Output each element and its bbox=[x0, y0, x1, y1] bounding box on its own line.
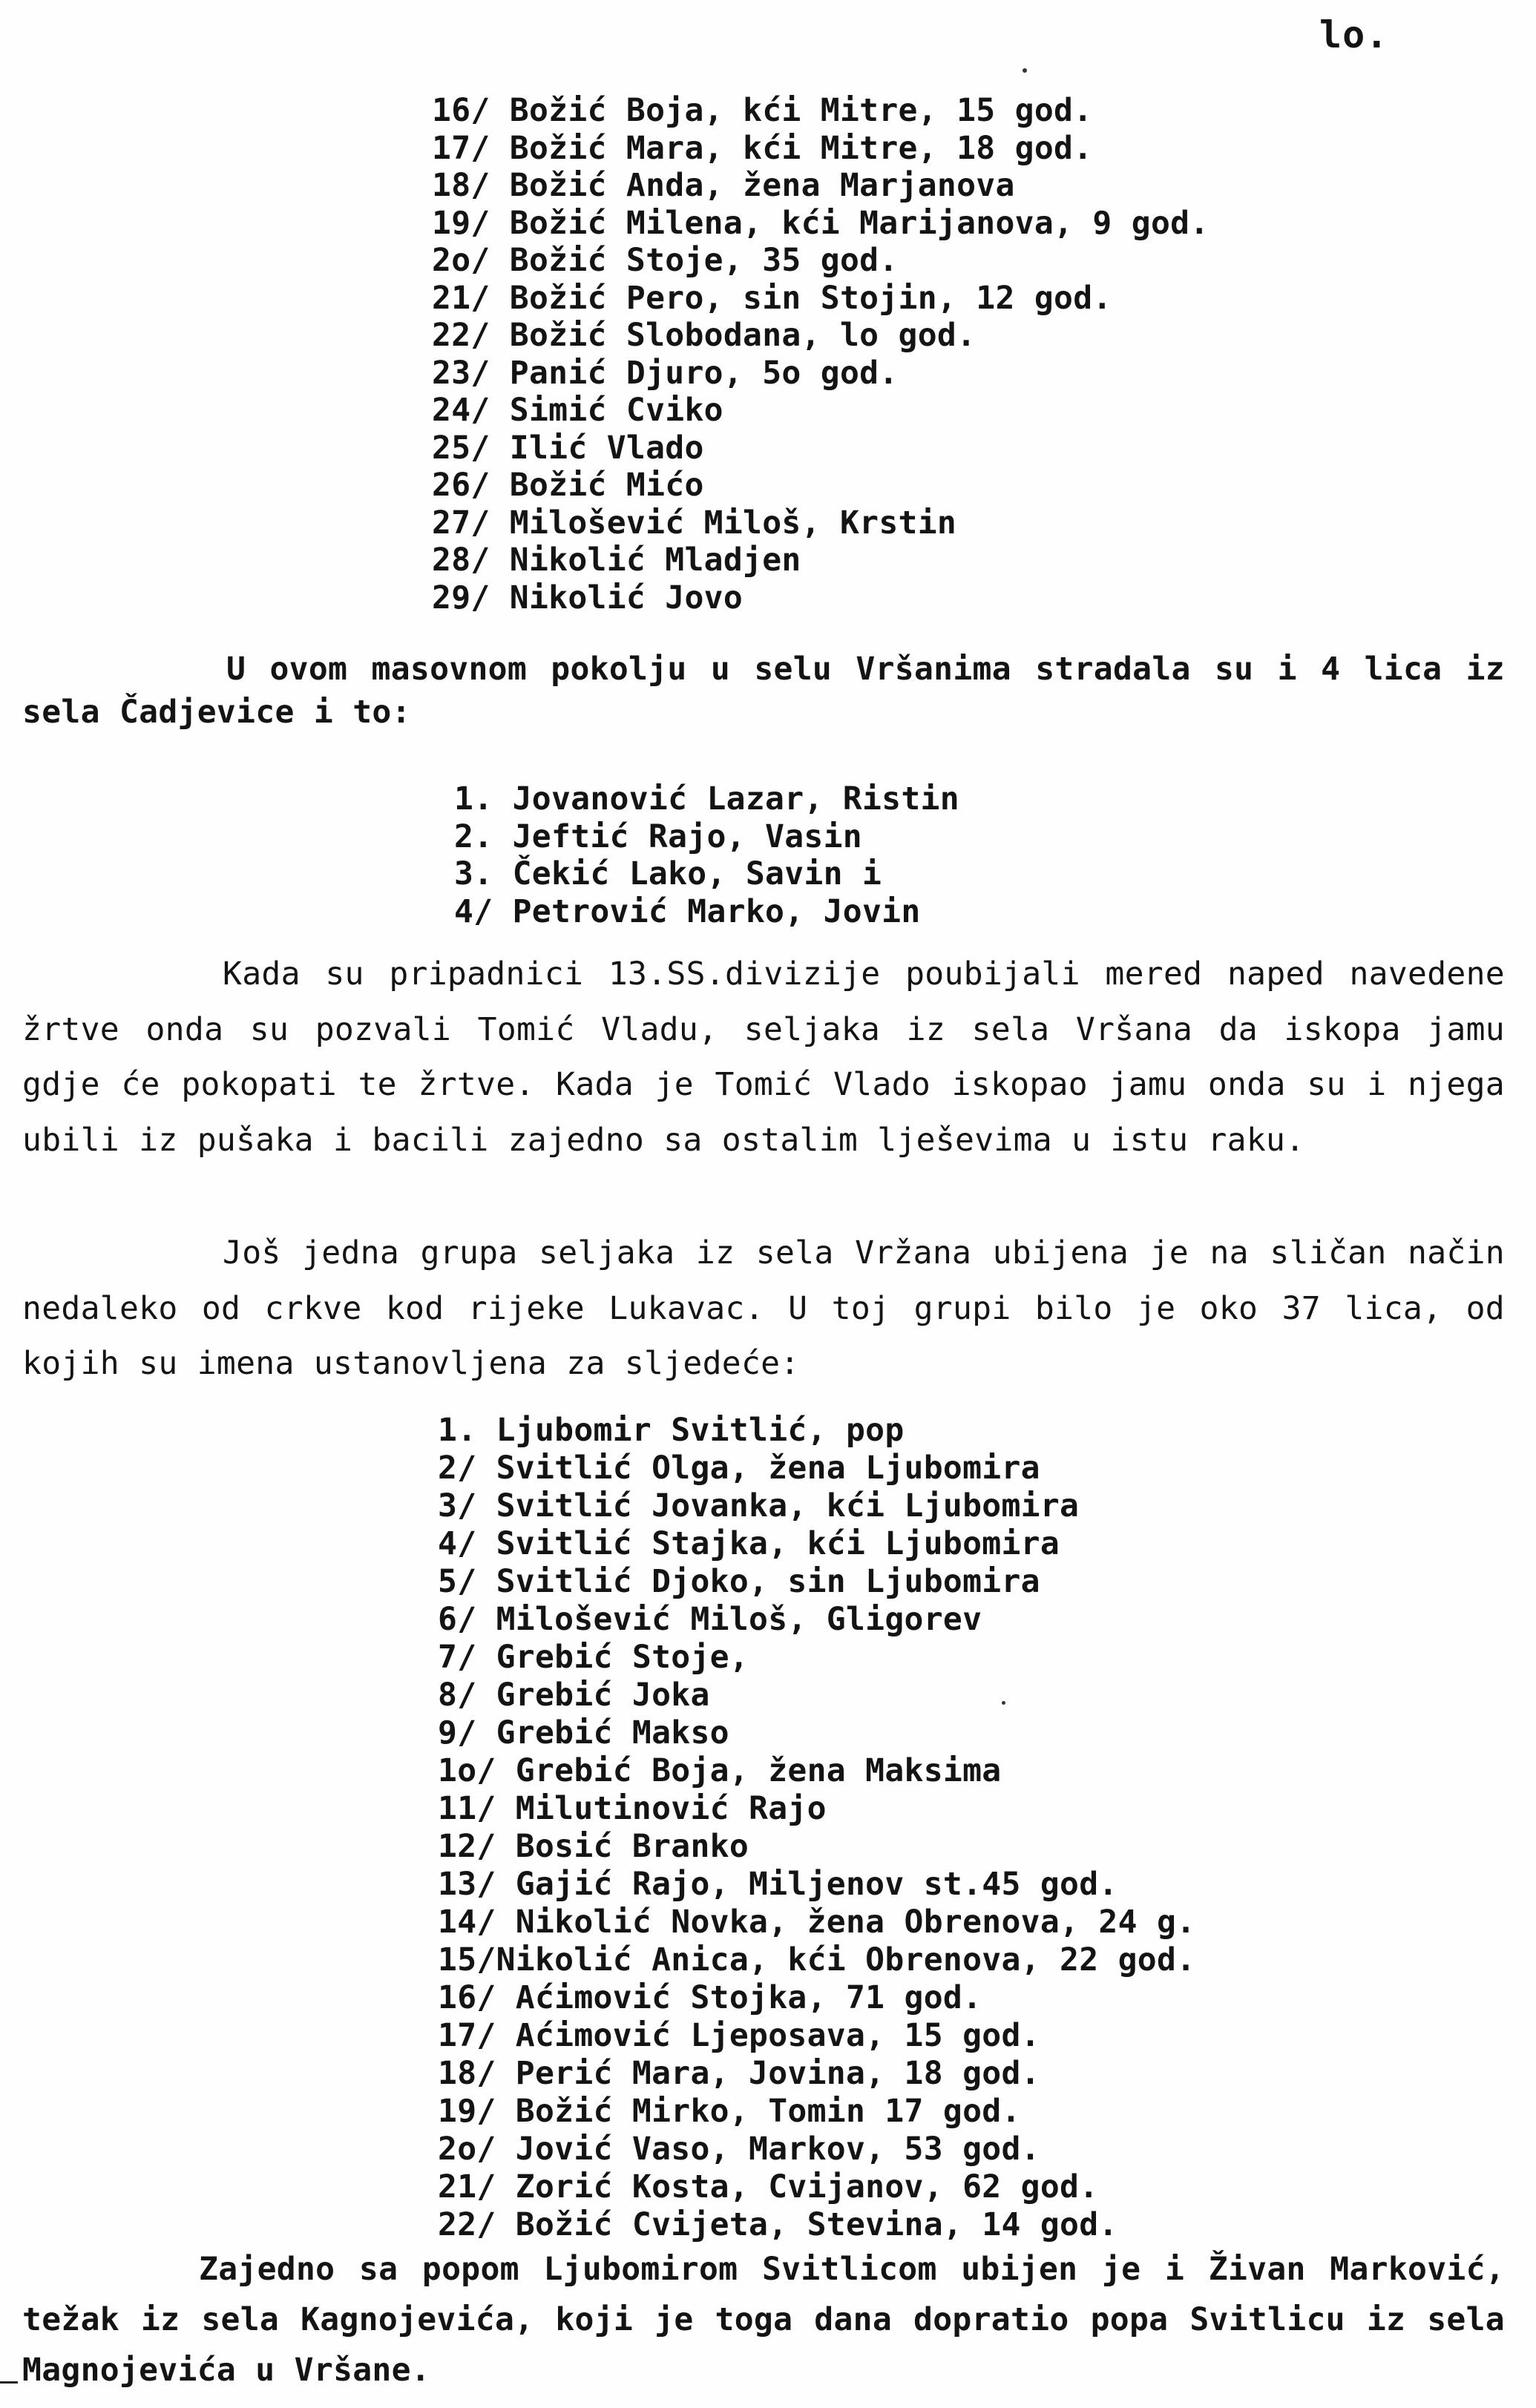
list-item: 2o/ Jović Vaso, Markov, 53 god. bbox=[438, 2131, 1040, 2168]
list-item: 19/ Božić Milena, kći Marijanova, 9 god. bbox=[432, 204, 1210, 242]
list-item: 2. Jeftić Rajo, Vasin bbox=[454, 818, 862, 855]
victims-list-lukavac bbox=[438, 1412, 1195, 2244]
list-item: 17/ Božić Mara, kći Mitre, 18 god. bbox=[432, 129, 1093, 167]
list-item: 2/ Svitlić Olga, žena Ljubomira bbox=[438, 1450, 1040, 1487]
list-item: 7/ Grebić Stoje, bbox=[438, 1639, 749, 1676]
list-item: 16/ Božić Boja, kći Mitre, 15 god. bbox=[432, 92, 1093, 129]
list-item: 27/ Milošević Miloš, Krstin bbox=[432, 504, 957, 542]
list-item: 1o/ Grebić Boja, žena Maksima bbox=[438, 1752, 1002, 1789]
list-item: 9/ Grebić Makso bbox=[438, 1714, 729, 1751]
list-item: 12/ Bosić Branko bbox=[438, 1828, 749, 1865]
list-item: 4/ Petrović Marko, Jovin bbox=[454, 892, 921, 930]
victims-list-vrsani bbox=[432, 92, 1210, 616]
list-item: 3. Čekić Lako, Savin i bbox=[454, 855, 882, 892]
list-item: 28/ Nikolić Mladjen bbox=[432, 542, 801, 579]
list-item: 13/ Gajić Rajo, Miljenov st.45 god. bbox=[438, 1866, 1118, 1903]
list-item: 29/ Nikolić Jovo bbox=[432, 579, 744, 616]
list-item: 5/ Svitlić Djoko, sin Ljubomira bbox=[438, 1563, 1040, 1600]
list-item: 26/ Božić Mićo bbox=[432, 467, 704, 504]
list-item: 24/ Simić Cviko bbox=[432, 392, 723, 429]
list-item: 21/ Zorić Kosta, Cvijanov, 62 god. bbox=[438, 2168, 1099, 2205]
list-item: 17/ Aćimović Ljeposava, 15 god. bbox=[438, 2017, 1040, 2054]
list-item: 8/ Grebić Joka bbox=[438, 1677, 710, 1714]
ink-speck bbox=[1002, 1701, 1005, 1705]
ink-speck bbox=[1023, 68, 1027, 73]
list-item: 18/ Božić Anda, žena Marjanova bbox=[432, 167, 1015, 204]
list-item: 14/ Nikolić Novka, žena Obrenova, 24 g. bbox=[438, 1904, 1196, 1941]
list-item: 23/ Panić Djuro, 5o god. bbox=[432, 354, 899, 392]
page-number: lo. bbox=[1319, 13, 1389, 56]
list-item: 19/ Božić Mirko, Tomin 17 god. bbox=[438, 2093, 1021, 2130]
list-item: 21/ Božić Pero, sin Stojin, 12 god. bbox=[432, 279, 1112, 317]
list-item: 18/ Perić Mara, Jovina, 18 god. bbox=[438, 2055, 1040, 2092]
list-item: 2o/ Božić Stoje, 35 god. bbox=[432, 242, 899, 279]
list-item: 25/ Ilić Vlado bbox=[432, 429, 704, 467]
list-item: 6/ Milošević Miloš, Gligorev bbox=[438, 1601, 982, 1638]
paragraph-tomic-vlado: Kada su pripadnici 13.SS.divizije poubijali mered naped navedene žrtve onda su pozvali Tomić Vladu, seljaka iz sela Vršana da iskopa jamu gdje će pokopati te žrtve. Kada je Tomić Vlado iskopao jamu onda su i njega ubili iz pušaka i bacili zajedno sa ostalim lješevima u istu raku. bbox=[22, 955, 1505, 1159]
victims-list-cadjevice bbox=[454, 780, 959, 930]
list-item: 3/ Svitlić Jovanka, kći Ljubomira bbox=[438, 1487, 1080, 1524]
list-item: 11/ Milutinović Rajo bbox=[438, 1790, 827, 1827]
paragraph-cadjevice-intro: U ovom masovnom pokolju u selu Vršanima stradala su i 4 lica iz sela Čadjevice i to: bbox=[22, 651, 1505, 731]
list-item: 4/ Svitlić Stajka, kći Ljubomira bbox=[438, 1525, 1060, 1562]
list-item: 15/Nikolić Anica, kći Obrenova, 22 god. bbox=[438, 1941, 1196, 1978]
paragraph-second-group: Još jedna grupa seljaka iz sela Vržana ubijena je na sličan način nedaleko od crkve kod rijeke Lukavac. U toj grupi bilo je oko 37 lica, od kojih su imena ustanovljena za sljedeće: bbox=[22, 1234, 1505, 1382]
list-item: 22/ Božić Cvijeta, Stevina, 14 god. bbox=[438, 2206, 1118, 2243]
paragraph-zivan-markovic: Zajedno sa popom Ljubomirom Svitlicom ubijen je i Živan Marković, težak iz sela Kagnojevića, koji je toga dana dopratio popa Svitlicu iz sela Magnojevića u Vršane. bbox=[22, 2251, 1505, 2389]
list-item: 22/ Božić Slobodana, lo god. bbox=[432, 317, 977, 354]
list-item: 16/ Aćimović Stojka, 71 god. bbox=[438, 1979, 982, 2016]
margin-mark bbox=[0, 2381, 18, 2384]
list-item: 1. Ljubomir Svitlić, pop bbox=[438, 1412, 905, 1449]
list-item: 1. Jovanović Lazar, Ristin bbox=[454, 780, 959, 818]
